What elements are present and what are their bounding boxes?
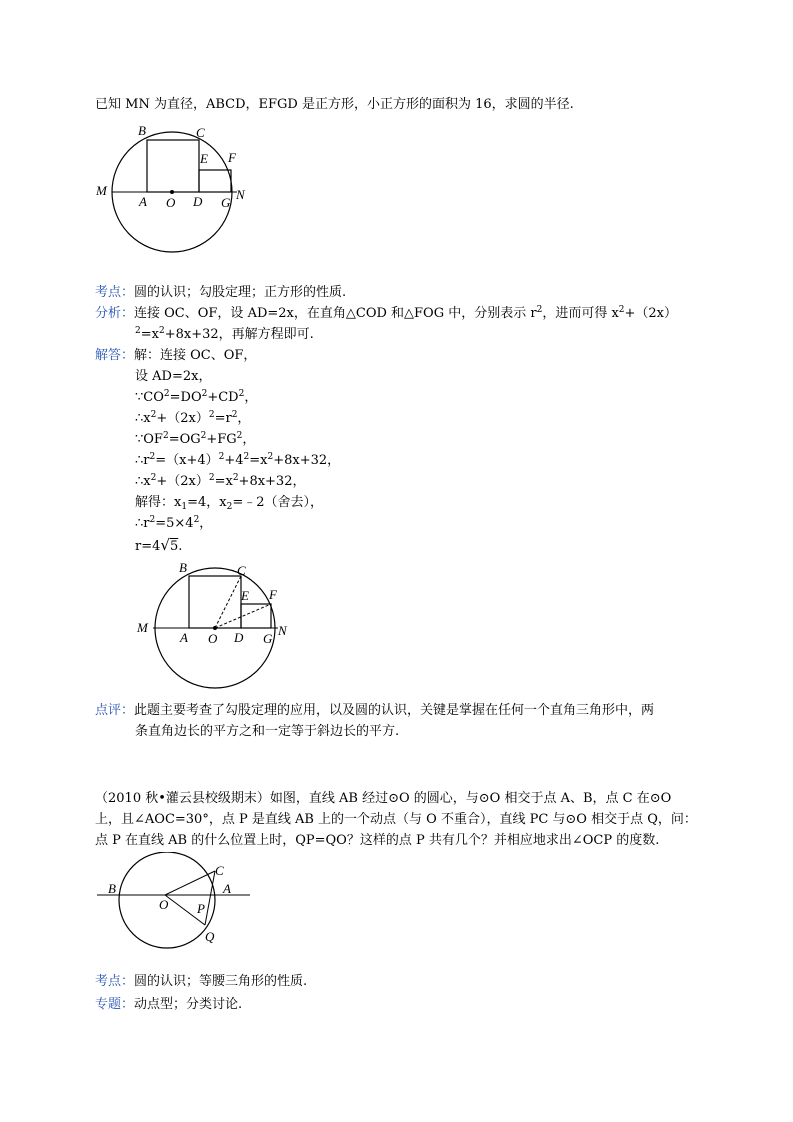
label-c: C — [196, 125, 205, 140]
solution-line10 — [135, 536, 182, 556]
sub: 1 — [181, 502, 188, 512]
solution-line3 — [135, 389, 257, 407]
zhuanti-label: 专题： — [95, 997, 135, 1012]
label-n: N — [236, 187, 245, 202]
label-m: M — [137, 620, 148, 635]
solution-line7 — [135, 473, 305, 491]
t: =DO — [169, 390, 202, 405]
fenxi-line1 — [95, 305, 677, 323]
kaodian-2 — [95, 973, 307, 991]
t: =OG — [168, 432, 201, 447]
t: =x — [249, 453, 268, 468]
label-m: M — [96, 183, 107, 198]
label-o: O — [159, 897, 169, 912]
solution-line8 — [135, 494, 323, 512]
sup: 2 — [158, 326, 165, 336]
dianping-line1 — [95, 702, 654, 720]
t: +（2x） — [156, 474, 209, 489]
label-q: Q — [205, 929, 215, 944]
sub: 2 — [226, 502, 233, 512]
label-o: O — [208, 631, 218, 646]
problem1-statement: 已知 MN 为直径，ABCD，EFGD 是正方形，小正方形的面积为 16，求圆的半径. — [95, 97, 574, 112]
square-abcd — [189, 576, 241, 628]
t: ∴x — [135, 411, 151, 426]
fenxi-text: +（2x） — [624, 306, 678, 321]
solution-line9 — [135, 515, 212, 533]
t: ∵OF — [135, 432, 163, 447]
sup: 2 — [150, 473, 157, 483]
t: 圆的认识；等腰三角形的性质. — [134, 974, 308, 989]
problem2-line1: （2010 秋•灌云县校级期末）如图，直线 AB 经过⊙O 的圆心，与⊙O 相交于点 A、B，点 C 在⊙O — [95, 791, 672, 806]
label-a: A — [139, 194, 147, 209]
label-p: P — [197, 901, 205, 916]
sup: 2 — [149, 515, 156, 525]
label-g: G — [221, 195, 231, 210]
t: +（2x） — [156, 411, 209, 426]
sup: 2 — [208, 473, 215, 483]
sup: 2 — [200, 431, 207, 441]
sup: 2 — [218, 452, 225, 462]
solution-line5 — [135, 431, 255, 449]
label-c: C — [237, 563, 246, 578]
sup: 2 — [150, 410, 157, 420]
segment-of — [215, 604, 271, 628]
fenxi-label: 分析： — [95, 306, 135, 321]
label-d: D — [234, 630, 244, 645]
sup: 2 — [149, 452, 156, 462]
sup: 2 — [618, 305, 625, 315]
sup: 2 — [267, 452, 274, 462]
sup: 2 — [243, 452, 250, 462]
sup: 2 — [162, 431, 169, 441]
figure-1 — [90, 120, 260, 260]
t: =（x+4） — [155, 453, 219, 468]
t: 5 — [169, 539, 179, 554]
t: ， — [242, 432, 256, 447]
t: =5×4 — [155, 516, 194, 531]
t: 此题主要考查了勾股定理的应用，以及圆的认识，关键是掌握在任何一个直角三角形中，两 — [134, 703, 655, 718]
t: +CD — [207, 390, 239, 405]
sup: 2 — [536, 305, 543, 315]
t: ， — [199, 516, 213, 531]
jieda-label: 解答： — [95, 348, 135, 363]
t: =4，x — [187, 495, 227, 510]
dianping-line2: 条直角边长的平方之和一定等于斜边长的平方. — [135, 724, 400, 739]
fenxi-line2 — [135, 326, 314, 344]
sup: 2 — [135, 326, 141, 336]
label-a: A — [223, 881, 231, 896]
label-g: G — [263, 631, 273, 646]
sup: 2 — [163, 389, 170, 399]
zhuanti — [95, 996, 242, 1014]
segment-oc — [165, 871, 215, 895]
t: =﹣2（舍去）， — [232, 495, 323, 510]
t: 解得：x — [135, 495, 182, 510]
t: ， — [244, 390, 258, 405]
t: . — [178, 539, 183, 554]
t: +FG — [206, 432, 237, 447]
problem2-line3: 点 P 在直线 AB 的什么位置上时，QP=QO？这样的点 P 共有几个？并相应地求出∠OCP 的度数. — [95, 833, 660, 848]
t: =r — [214, 411, 232, 426]
t: ， — [237, 411, 251, 426]
t: ∴x — [135, 474, 151, 489]
label-b: B — [179, 560, 187, 575]
label-o: O — [166, 195, 176, 210]
square-efgd — [241, 604, 271, 628]
figure-3 — [95, 852, 260, 952]
t: +8x+32， — [273, 453, 341, 468]
fenxi-text: ，进而可得 x — [542, 306, 619, 321]
t: ∵CO — [135, 390, 164, 405]
kaodian-1 — [95, 284, 346, 302]
t: ∴r — [135, 516, 150, 531]
dianping-label: 点评： — [95, 703, 135, 718]
label-c: C — [215, 863, 224, 878]
solution-line2: 设 AD=2x， — [135, 369, 212, 384]
t: 动点型；分类讨论. — [134, 997, 243, 1012]
sup: 2 — [236, 431, 243, 441]
t: +4 — [224, 453, 244, 468]
label-a: A — [180, 630, 188, 645]
figure-2 — [135, 558, 300, 690]
t: +8x+32， — [238, 474, 306, 489]
solution-line6 — [135, 452, 340, 470]
square-abcd — [147, 140, 199, 192]
label-n: N — [278, 623, 287, 638]
label-f: F — [228, 150, 236, 165]
center-point — [170, 190, 174, 194]
solution-text: 解：连接 OC、OF， — [134, 348, 257, 363]
label-e: E — [241, 588, 249, 603]
label-b: B — [138, 123, 146, 138]
sup: 2 — [201, 389, 208, 399]
kaodian-label: 考点： — [95, 974, 135, 989]
problem2-line2: 上，且∠AOC=30°，点 P 是直线 AB 上的一个动点（与 O 不重合），直线 PC 与⊙O 相交于点 Q，问： — [95, 812, 697, 827]
label-b: B — [108, 881, 116, 896]
fenxi-text: +8x+32，再解方程即可. — [164, 327, 314, 342]
sup: 2 — [231, 410, 238, 420]
t: =x — [214, 474, 233, 489]
segment-oc — [215, 576, 241, 628]
t: ∴r — [135, 453, 150, 468]
label-d: D — [193, 194, 203, 209]
kaodian-text: 圆的认识；勾股定理；正方形的性质. — [134, 285, 347, 300]
square-efgd — [199, 170, 231, 192]
t: r=4 — [135, 539, 161, 554]
kaodian-label: 考点： — [95, 285, 135, 300]
sup: 2 — [232, 473, 239, 483]
sup: 2 — [193, 515, 200, 525]
label-e: E — [200, 151, 208, 166]
center-point — [213, 626, 217, 630]
label-f: F — [269, 587, 277, 602]
solution-line4 — [135, 410, 250, 428]
jieda-line1 — [95, 347, 256, 365]
fenxi-text: 连接 OC、OF，设 AD=2x，在直角△COD 和△FOG 中，分别表示 r — [134, 306, 537, 321]
sup: 2 — [238, 389, 245, 399]
sup: 2 — [208, 410, 215, 420]
sqrt-icon: √ — [160, 536, 170, 554]
fenxi-text: =x — [140, 327, 159, 342]
